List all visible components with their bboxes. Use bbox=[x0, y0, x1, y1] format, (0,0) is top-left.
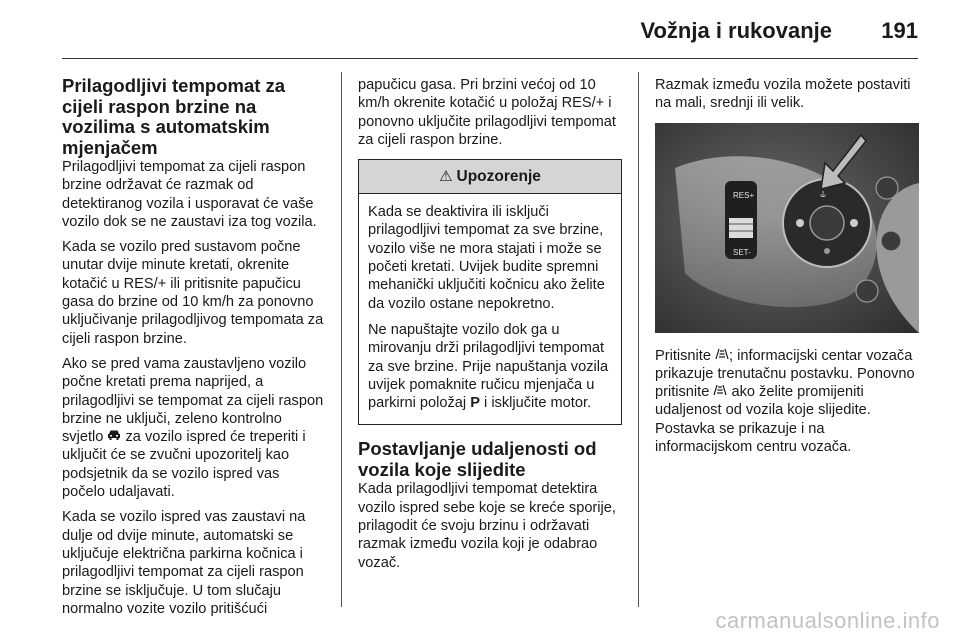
svg-text:⫝: ⫝ bbox=[820, 188, 826, 200]
vehicle-ahead-icon bbox=[107, 428, 121, 446]
text-segment: Pritisnite bbox=[655, 347, 711, 364]
column-1 bbox=[62, 76, 324, 625]
follow-distance-icon bbox=[715, 347, 729, 365]
paragraph: Kada prilagodljivi tempomat detektira vozilo ispred sebe koje se kreće sporije, prilagodit će svoju brzinu i održavati razmak između vozila koji je odabrao vozač. bbox=[358, 481, 616, 571]
paragraph: Prilagodljivi tempomat za cijeli raspon brzine održavat će razmak od detektiranog vozila i usporavat će vaše vozilo dok se ne zaustavi iza tog vozila. bbox=[62, 159, 317, 230]
header-rule bbox=[62, 58, 918, 59]
paragraph: Kada se vozilo ispred vas zaustavi na dulje od dvije minute, automatski se uključuje električna parkirna kočnica i prilagodljivi tempomat za cijeli raspon brzine se isključuje. U tom slučaju normalno vozite vozilo pritišćući bbox=[62, 509, 306, 617]
column-divider bbox=[638, 72, 639, 607]
set-label: SET- bbox=[733, 247, 751, 257]
column-3 bbox=[655, 76, 920, 463]
paragraph: Razmak između vozila možete postaviti na mali, srednji ili velik. bbox=[655, 77, 911, 112]
column-2 bbox=[358, 76, 622, 579]
follow-distance-icon bbox=[713, 383, 727, 401]
watermark: carmanualsonline.info bbox=[715, 608, 940, 633]
column-divider bbox=[341, 72, 342, 607]
warning-body bbox=[359, 194, 621, 424]
text-segment: za vozilo ispred će treperiti i uključit će se zvučni upozoritelj kao podsjetnik da se vozilo ispred vas počelo udaljavati. bbox=[62, 429, 306, 501]
text-segment: Ako se pred vama zaustavljeno vozilo počne kretati prema naprijed, a prilagodljivi se tempomat za cijeli raspon brzine ne uključi, zeleno kontrolno svjetlo bbox=[62, 355, 324, 446]
steering-wheel-controls-image bbox=[655, 123, 919, 333]
paragraph: Kada se vozilo pred sustavom počne unutar dvije minute kretati, okrenite kotačić u RES/+ ili pritisnite papučicu gasa do brzine od 10 km/h za ponovno uključivanje prilagodljivog tempomata za cijeli raspon brzine. bbox=[62, 239, 324, 347]
warning-paragraph bbox=[368, 321, 614, 412]
warning-box bbox=[358, 159, 622, 425]
paragraph bbox=[655, 347, 920, 457]
warning-triangle-icon: ⚠ bbox=[439, 168, 453, 186]
text-segment: i isključite motor. bbox=[484, 395, 592, 412]
warning-title: Upozorenje bbox=[456, 168, 541, 186]
warning-paragraph: Kada se deaktivira ili isključi prilagodljivi tempomat za sve brzine, vozilo više ne mora stajati i može se početi kretati. Uvijek budite spremni mehanički uključiti kočnicu ako želite da vozilo ostane nepokretno. bbox=[368, 204, 605, 312]
section-title: Vožnja i rukovanje bbox=[640, 18, 832, 43]
paragraph: papučicu gasa. Pri brzini većoj od 10 km/h okrenite kotačić u položaj RES/+ i ponovno uključite prilagodljivi tempomat za cijeli raspon brzine. bbox=[358, 77, 616, 148]
paragraph bbox=[62, 355, 324, 501]
text-segment: Ne napuštajte vozilo dok ga u mirovanju drži prilagodljivi tempomat za sve brzine. Prije napuštanja vozila uvijek pomaknite ručicu mjenjača u parkirni položaj bbox=[368, 321, 609, 412]
section-heading: Prilagodljivi tempomat za cijeli raspon brzine na vozilima s automatskim mjenjačem bbox=[62, 75, 286, 158]
res-label: RES+ bbox=[733, 190, 755, 200]
warning-header bbox=[359, 160, 621, 194]
text-segment: ; informacijski centar vozača prikazuje trenutačnu postavku. Ponovno pritisnite bbox=[655, 347, 915, 401]
section-heading: Postavljanje udaljenosti od vozila koje slijedite bbox=[358, 438, 597, 480]
text-segment: ako želite promijeniti udaljenost od vozila koje slijedite. Postavka se prikazuje i na informacijskom centru vozača. bbox=[655, 384, 871, 456]
page-number: 191 bbox=[881, 18, 918, 43]
gear-position: P bbox=[470, 395, 480, 412]
